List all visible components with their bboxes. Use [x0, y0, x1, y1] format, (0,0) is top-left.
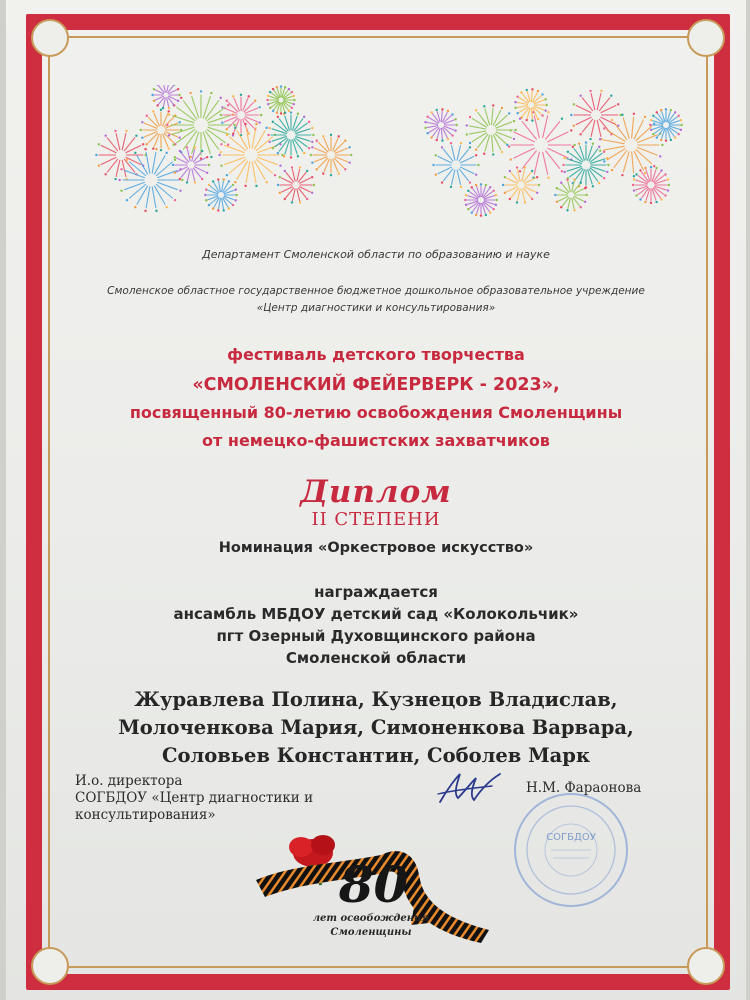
frame-corner-top-left	[31, 19, 69, 57]
fireworks-left-illustration	[91, 85, 361, 235]
participants-line2: Молоченкова Мария, Симоненкова Варвара,	[118, 716, 634, 739]
signatory-position-line1: И.о. директора	[75, 773, 183, 789]
stamp-text: СОГБДОУ	[546, 832, 596, 843]
anniversary-emblem	[251, 825, 501, 950]
awardee-location: пгт Озерный Духовщинского района	[216, 627, 536, 645]
diploma-degree: II СТЕПЕНИ	[311, 509, 441, 530]
emblem-caption-line2: Смоленщины	[330, 927, 412, 938]
festival-line1: фестиваль детского творчества	[227, 345, 525, 364]
official-stamp	[511, 790, 631, 910]
awardee-region: Смоленской области	[285, 649, 467, 667]
awarded-label: награждается	[314, 583, 438, 601]
institution-name-line1: Смоленское областное государственное бюджетное дошкольное образовательное учреждение	[107, 285, 645, 297]
awardee-ensemble: ансамбль МБДОУ детский сад «Колокольчик»	[173, 605, 579, 623]
diploma-title: Диплом	[300, 474, 452, 510]
frame-corner-bottom-left	[31, 947, 69, 985]
participants-line3: Соловьев Константин, Соболев Марк	[161, 744, 591, 767]
institution-name-line2: «Центр диагностики и консультирования»	[256, 302, 496, 314]
emblem-caption-line1: лет освобождения	[312, 913, 430, 924]
participants-line1: Журавлева Полина, Кузнецов Владислав,	[134, 688, 618, 711]
department-name: Департамент Смоленской области по образованию и науке	[202, 248, 550, 261]
signatory-position-line3: консультирования»	[75, 807, 216, 823]
nomination: Номинация «Оркестровое искусство»	[218, 540, 534, 556]
emblem-number: 80	[338, 855, 409, 914]
frame-corner-bottom-right	[687, 947, 725, 985]
handwritten-signature	[434, 768, 514, 810]
frame-corner-top-right	[687, 19, 725, 57]
signatory-position-line2: СОГБДОУ «Центр диагностики и	[75, 790, 314, 806]
festival-line3: посвященный 80-летию освобождения Смоленщины	[129, 403, 623, 422]
festival-title: «СМОЛЕНСКИЙ ФЕЙЕРВЕРК - 2023»,	[192, 375, 560, 395]
fireworks-right-illustration	[421, 85, 691, 235]
diploma-sheet	[6, 0, 746, 1000]
festival-line4: от немецко-фашистских захватчиков	[202, 431, 550, 450]
signer-name: Н.М. Фараонова	[526, 780, 642, 796]
